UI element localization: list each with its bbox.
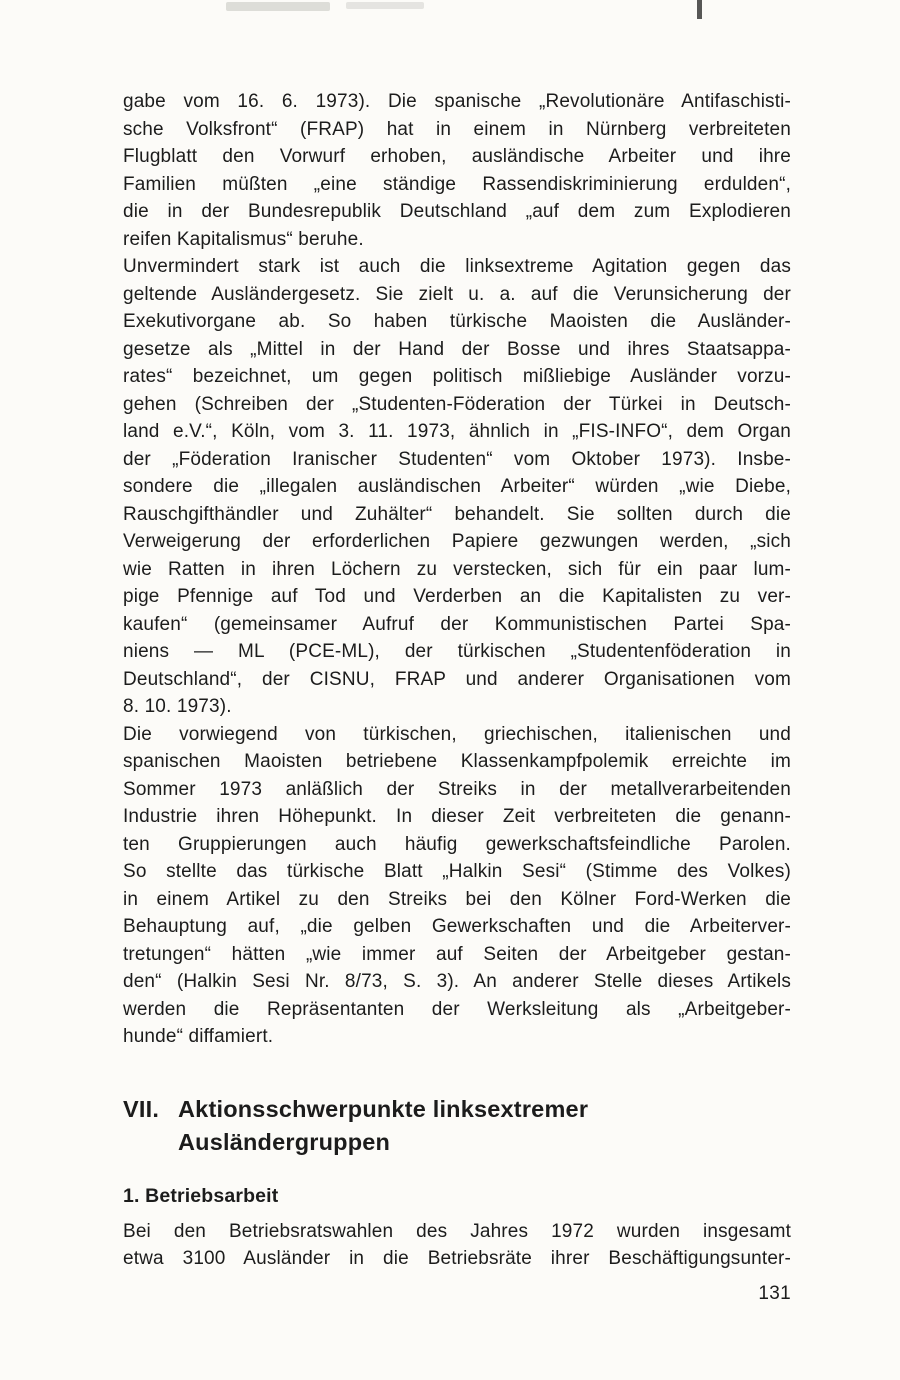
text-line: Flugblatt den Vorwurf erhoben, ausländische Arbeiter und ihre bbox=[123, 146, 791, 167]
text-line: sondere die „illegalen ausländischen Arbeiter“ würden „wie Diebe, bbox=[123, 476, 791, 497]
text-line: Aktionsschwerpunkte linksextremer bbox=[178, 1095, 589, 1122]
text-line: gabe vom 16. 6. 1973). Die spanische „Revolutionäre Antifaschisti- bbox=[123, 91, 791, 112]
paragraph bbox=[123, 721, 791, 1051]
subsection-paragraph bbox=[123, 1218, 791, 1273]
subsection-heading: 1. Betriebsarbeit bbox=[123, 1184, 279, 1207]
text-line: Exekutivorgane ab. So haben türkische Maoisten die Ausländer- bbox=[123, 311, 791, 332]
text-line: 8. 10. 1973). bbox=[123, 696, 232, 717]
scan-artifact bbox=[226, 2, 330, 11]
text-line: hunde“ diffamiert. bbox=[123, 1026, 274, 1047]
text-line: niens — ML (PCE-ML), der türkischen „Studentenföderation in bbox=[123, 641, 791, 662]
text-line: Rauschgifthändler und Zuhälter“ behandelt. Sie sollten durch die bbox=[123, 503, 791, 525]
text-line: Deutschland“, der CISNU, FRAP und anderer Organisationen vom bbox=[123, 668, 791, 690]
text-line: So stellte das türkische Blatt „Halkin Sesi“ (Stimme des Volkes) bbox=[123, 861, 791, 882]
text-line: gehen (Schreiben der „Studenten-Föderation der Türkei in Deutsch- bbox=[123, 393, 791, 415]
body-paragraphs bbox=[123, 88, 791, 1051]
section-heading-text bbox=[178, 1093, 588, 1159]
text-block bbox=[123, 88, 791, 1273]
text-line: tretungen“ hätten „wie immer auf Seiten der Arbeitgeber gestan- bbox=[123, 943, 791, 965]
text-line: Sommer 1973 anläßlich der Streiks in der metallverarbeitenden bbox=[123, 778, 791, 800]
text-line: etwa 3100 Ausländer in die Betriebsräte ihrer Beschäftigungsunter- bbox=[123, 1248, 791, 1269]
text-line: Unvermindert stark ist auch die linksextreme Agitation gegen das bbox=[123, 256, 791, 277]
page-number: 131 bbox=[758, 1283, 791, 1304]
text-line: kaufen“ (gemeinsamer Aufruf der Kommunistischen Partei Spa- bbox=[123, 613, 791, 635]
text-line: Industrie ihren Höhepunkt. In dieser Zeit verbreiteten die genann- bbox=[123, 806, 791, 827]
text-line: pige Pfennige auf Tod und Verderben an die Kapitalisten zu ver- bbox=[123, 586, 791, 607]
text-line: rates“ bezeichnet, um gegen politisch mißliebige Ausländer vorzu- bbox=[123, 366, 791, 387]
text-line: Familien müßten „eine ständige Rassendiskriminierung erdulden“, bbox=[123, 173, 791, 195]
text-line: die in der Bundesrepublik Deutschland „auf dem zum Explodieren bbox=[123, 201, 791, 222]
scan-artifact bbox=[346, 2, 424, 9]
text-line: sche Volksfront“ (FRAP) hat in einem in Nürnberg verbreiteten bbox=[123, 118, 791, 140]
text-line: Ausländergruppen bbox=[178, 1128, 391, 1155]
scan-artifact bbox=[697, 0, 702, 19]
text-line: Verweigerung der erforderlichen Papiere gezwungen werden, „sich bbox=[123, 531, 791, 552]
text-line: Bei den Betriebsratswahlen des Jahres 1972 wurden insgesamt bbox=[123, 1220, 791, 1242]
text-line: werden die Repräsentanten der Werksleitung als „Arbeitgeber- bbox=[123, 998, 791, 1020]
text-line: geltende Ausländergesetz. Sie zielt u. a. auf die Verunsicherung der bbox=[123, 283, 791, 305]
section-heading bbox=[123, 1093, 791, 1159]
text-line: in einem Artikel zu den Streiks bei den Kölner Ford-Werken die bbox=[123, 888, 791, 910]
text-line: spanischen Maoisten betriebene Klassenkampfpolemik erreichte im bbox=[123, 751, 791, 772]
text-line: der „Föderation Iranischer Studenten“ vom Oktober 1973). Insbe- bbox=[123, 448, 791, 470]
text-line: den“ (Halkin Sesi Nr. 8/73, S. 3). An anderer Stelle dieses Artikels bbox=[123, 971, 791, 992]
paragraph bbox=[123, 88, 791, 253]
text-line: ten Gruppierungen auch häufig gewerkschaftsfeindliche Parolen. bbox=[123, 833, 791, 855]
text-line: gesetze als „Mittel in der Hand der Bosse und ihres Staatsappa- bbox=[123, 338, 791, 360]
paragraph bbox=[123, 253, 791, 721]
text-line: reifen Kapitalismus“ beruhe. bbox=[123, 228, 364, 250]
text-line: land e.V.“, Köln, vom 3. 11. 1973, ähnlich in „FIS-INFO“, dem Organ bbox=[123, 421, 791, 442]
text-line: wie Ratten in ihren Löchern zu verstecken, sich für ein paar lum- bbox=[123, 558, 791, 580]
text-line: Behauptung auf, „die gelben Gewerkschaften und die Arbeiterver- bbox=[123, 916, 791, 937]
section-heading-numeral: VII. bbox=[123, 1095, 160, 1122]
text-line: Die vorwiegend von türkischen, griechischen, italienischen und bbox=[123, 723, 791, 745]
